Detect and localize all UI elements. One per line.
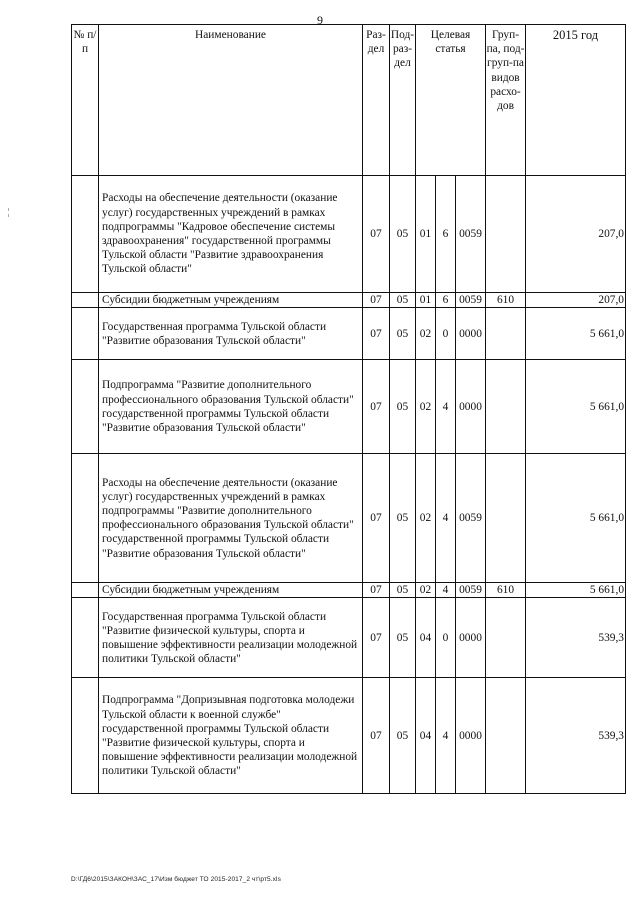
- cell-cs1: 04: [416, 678, 436, 794]
- cell-name: Подпрограмма "Развитие дополнительного профессионального образования Тульской области" государственной программы Тульской области "Развитие образования Тульской области": [99, 360, 363, 454]
- cell-name: Субсидии бюджетным учреждениям: [99, 293, 363, 308]
- table-header: [72, 25, 626, 176]
- cell-razdel: 07: [363, 360, 390, 454]
- cell-amount: 5 661,0: [526, 583, 626, 598]
- table-row: [72, 176, 626, 293]
- cell-cs3: 0059: [456, 583, 486, 598]
- table-row: [72, 293, 626, 308]
- header-celevaya: Целевая статья: [416, 25, 486, 176]
- cell-podrazdel: 05: [390, 598, 416, 678]
- header-year: 2015 год: [526, 25, 626, 176]
- table-row: [72, 678, 626, 794]
- cell-no: [72, 678, 99, 794]
- cell-name: Расходы на обеспечение деятельности (оказание услуг) государственных учреждений в рамках подпрограммы "Кадровое обеспечение системы здравоохранения" государственной программы Тульской области "Развитие здравоохранения Тульской области": [99, 176, 363, 293]
- cell-podrazdel: 05: [390, 308, 416, 360]
- cell-no: [72, 360, 99, 454]
- cell-cs3: 0000: [456, 598, 486, 678]
- cell-podrazdel: 05: [390, 454, 416, 583]
- cell-grp: [486, 176, 526, 293]
- cell-cs2: 0: [436, 598, 456, 678]
- cell-podrazdel: 05: [390, 678, 416, 794]
- margin-mark: [8, 214, 9, 217]
- header-razdel: Раз-дел: [363, 25, 390, 176]
- cell-razdel: 07: [363, 308, 390, 360]
- cell-cs1: 02: [416, 583, 436, 598]
- cell-cs3: 0000: [456, 308, 486, 360]
- cell-amount: 539,3: [526, 678, 626, 794]
- cell-razdel: 07: [363, 293, 390, 308]
- cell-cs1: 02: [416, 308, 436, 360]
- cell-name: Подпрограмма "Допризывная подготовка молодежи Тульской области к военной службе" государственной программы Тульской области "Развитие физической культуры, спорта и повышение эффективности реализации молодежной политики Тульской области": [99, 678, 363, 794]
- header-podrazdel: Под-раз-дел: [390, 25, 416, 176]
- cell-grp: [486, 454, 526, 583]
- cell-podrazdel: 05: [390, 583, 416, 598]
- cell-name: Государственная программа Тульской области "Развитие физической культуры, спорта и повышение эффективности реализации молодежной политики Тульской области": [99, 598, 363, 678]
- cell-cs2: 4: [436, 360, 456, 454]
- cell-cs3: 0059: [456, 454, 486, 583]
- cell-razdel: 07: [363, 583, 390, 598]
- cell-amount: 5 661,0: [526, 360, 626, 454]
- cell-no: [72, 598, 99, 678]
- cell-name: Субсидии бюджетным учреждениям: [99, 583, 363, 598]
- margin-mark: [8, 208, 9, 211]
- budget-table: [71, 24, 626, 794]
- cell-grp: [486, 678, 526, 794]
- table-row: [72, 454, 626, 583]
- cell-amount: 539,3: [526, 598, 626, 678]
- cell-cs2: 6: [436, 176, 456, 293]
- cell-amount: 207,0: [526, 176, 626, 293]
- cell-grp: [486, 360, 526, 454]
- cell-cs1: 01: [416, 293, 436, 308]
- table-row: [72, 583, 626, 598]
- header-gruppa: Груп-па, под-груп-па видов расхо-дов: [486, 25, 526, 176]
- cell-cs1: 01: [416, 176, 436, 293]
- cell-grp: [486, 308, 526, 360]
- cell-cs3: 0059: [456, 176, 486, 293]
- cell-name: Расходы на обеспечение деятельности (оказание услуг) государственных учреждений в рамках подпрограммы "Развитие дополнительного профессионального образования Тульской области" государственной программы Тульской области "Развитие образования Тульской области": [99, 454, 363, 583]
- cell-cs2: 6: [436, 293, 456, 308]
- cell-amount: 5 661,0: [526, 308, 626, 360]
- page-number: 9: [317, 13, 323, 27]
- cell-grp: [486, 598, 526, 678]
- cell-cs3: 0059: [456, 293, 486, 308]
- cell-cs2: 4: [436, 678, 456, 794]
- cell-no: [72, 454, 99, 583]
- table-row: [72, 308, 626, 360]
- cell-razdel: 07: [363, 176, 390, 293]
- cell-cs1: 02: [416, 360, 436, 454]
- cell-cs3: 0000: [456, 360, 486, 454]
- cell-razdel: 07: [363, 598, 390, 678]
- cell-cs2: 4: [436, 583, 456, 598]
- cell-no: [72, 583, 99, 598]
- file-path-footer: D:\ГД6\2015\ЗАКОН\ЗАС_17\Изм бюджет ТО 2015-2017_2 чт\рт5.xls: [71, 876, 281, 883]
- cell-razdel: 07: [363, 454, 390, 583]
- cell-cs1: 04: [416, 598, 436, 678]
- cell-amount: 207,0: [526, 293, 626, 308]
- cell-amount: 5 661,0: [526, 454, 626, 583]
- cell-cs1: 02: [416, 454, 436, 583]
- cell-name: Государственная программа Тульской области "Развитие образования Тульской области": [99, 308, 363, 360]
- cell-razdel: 07: [363, 678, 390, 794]
- header-name: Наименование: [99, 25, 363, 176]
- cell-no: [72, 308, 99, 360]
- cell-cs2: 0: [436, 308, 456, 360]
- cell-cs2: 4: [436, 454, 456, 583]
- table-row: [72, 598, 626, 678]
- cell-podrazdel: 05: [390, 360, 416, 454]
- table-row: [72, 360, 626, 454]
- cell-podrazdel: 05: [390, 293, 416, 308]
- cell-podrazdel: 05: [390, 176, 416, 293]
- cell-grp: 610: [486, 583, 526, 598]
- cell-cs3: 0000: [456, 678, 486, 794]
- cell-no: [72, 176, 99, 293]
- cell-grp: 610: [486, 293, 526, 308]
- header-no: № п/п: [72, 25, 99, 176]
- cell-no: [72, 293, 99, 308]
